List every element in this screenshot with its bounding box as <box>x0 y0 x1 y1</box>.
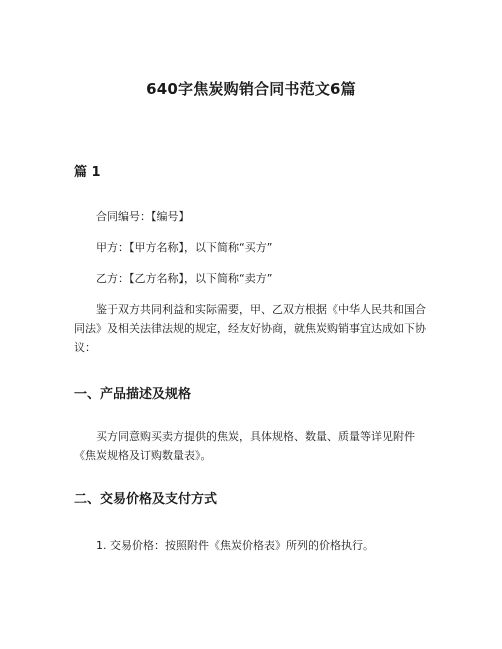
clause-1-heading: 一、产品描述及规格 <box>74 387 192 402</box>
party-a-line: 甲方：【甲方名称】，以下简称“买方” <box>96 241 273 254</box>
clause-2-item-1: 1. 交易价格：按照附件《焦炭价格表》所列的价格执行。 <box>96 539 374 552</box>
section-heading: 篇 1 <box>74 165 101 180</box>
party-b-line: 乙方：【乙方名称】，以下简称“卖方” <box>96 272 273 285</box>
intro-paragraph: 鉴于双方共同利益和实际需要，甲、乙双方根据《中华人民共和国合同法》及相关法律法规的规定，经友好协商，就焦炭购销事宜达成如下协议： <box>74 303 426 354</box>
contract-number: 合同编号：【编号】 <box>96 210 190 223</box>
clause-1-paragraph: 买方同意购买卖方提供的焦炭，具体规格、数量、质量等详见附件《焦炭规格及订购数量表》。 <box>74 430 415 462</box>
clause-2-heading: 二、交易价格及支付方式 <box>74 492 218 507</box>
document-title: 640字焦炭购销合同书范文6篇 <box>146 80 356 98</box>
